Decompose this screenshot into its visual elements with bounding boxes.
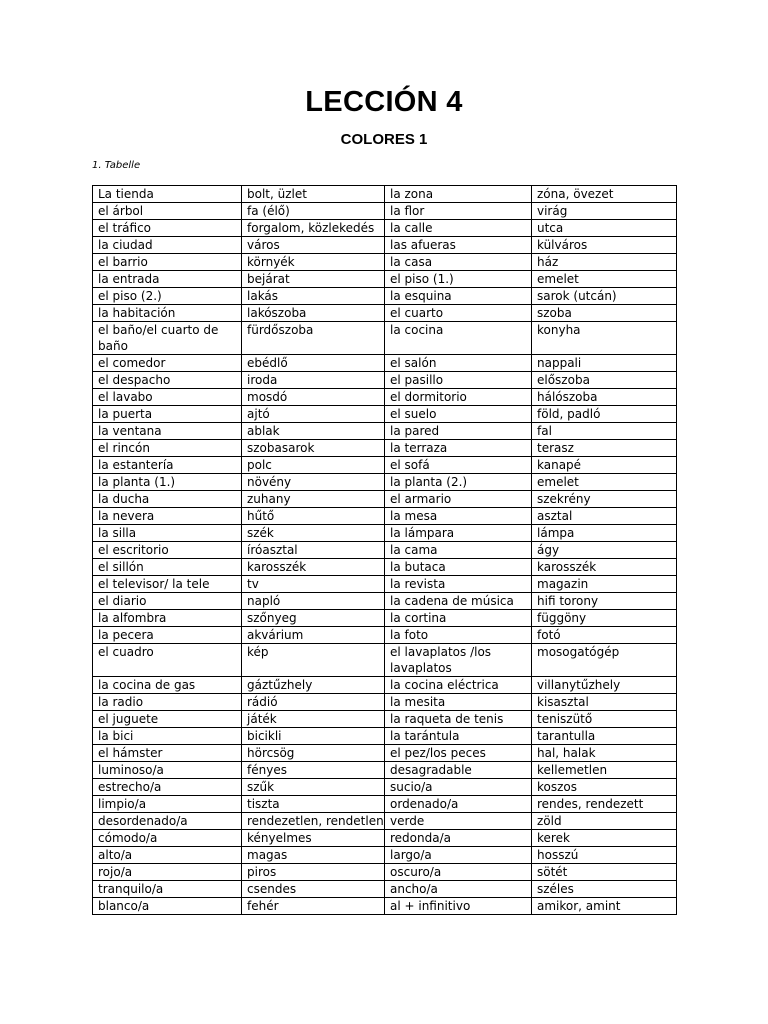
table-cell-spanish-term: la tarántula [385, 728, 532, 745]
table-cell-spanish-term: la terraza [385, 440, 532, 457]
table-cell-hungarian-translation: hűtő [242, 508, 385, 525]
table-cell-spanish-term: la alfombra [93, 610, 242, 627]
table-row [93, 610, 677, 627]
table-cell-hungarian-translation: környék [242, 254, 385, 271]
table-cell-spanish-term: el rincón [93, 440, 242, 457]
table-cell-hungarian-translation: fényes [242, 762, 385, 779]
table-row [93, 203, 677, 220]
table-row [93, 745, 677, 762]
table-cell-hungarian-translation: hal, halak [532, 745, 677, 762]
table-cell-spanish-term: la bici [93, 728, 242, 745]
table-cell-spanish-term: la cortina [385, 610, 532, 627]
table-cell-hungarian-translation: játék [242, 711, 385, 728]
table-cell-spanish-term: blanco/a [93, 898, 242, 915]
table-cell-spanish-term: la revista [385, 576, 532, 593]
table-cell-spanish-term: el piso (2.) [93, 288, 242, 305]
table-cell-hungarian-translation: kisasztal [532, 694, 677, 711]
table-cell-hungarian-translation: sötét [532, 864, 677, 881]
table-cell-hungarian-translation: rádió [242, 694, 385, 711]
table-cell-hungarian-translation: mosdó [242, 389, 385, 406]
table-row [93, 542, 677, 559]
table-row [93, 593, 677, 610]
table-cell-spanish-term: la pared [385, 423, 532, 440]
table-cell-hungarian-translation: zöld [532, 813, 677, 830]
table-cell-hungarian-translation: virág [532, 203, 677, 220]
table-cell-hungarian-translation: bicikli [242, 728, 385, 745]
table-cell-spanish-term: el cuarto [385, 305, 532, 322]
table-cell-spanish-term: la ventana [93, 423, 242, 440]
vocabulary-table [92, 185, 677, 915]
table-cell-hungarian-translation: teniszütő [532, 711, 677, 728]
table-row [93, 762, 677, 779]
page-title: LECCIÓN 4 [305, 86, 463, 118]
table-cell-spanish-term: el hámster [93, 745, 242, 762]
table-row [93, 220, 677, 237]
table-cell-spanish-term: sucio/a [385, 779, 532, 796]
table-cell-spanish-term: las afueras [385, 237, 532, 254]
table-cell-hungarian-translation: rendezetlen, rendetlen [242, 813, 385, 830]
table-cell-hungarian-translation: szobasarok [242, 440, 385, 457]
table-cell-hungarian-translation: külváros [532, 237, 677, 254]
table-row [93, 864, 677, 881]
vocabulary-table-body [93, 186, 677, 915]
table-row [93, 305, 677, 322]
table-cell-spanish-term: la pecera [93, 627, 242, 644]
table-cell-hungarian-translation: széles [532, 881, 677, 898]
table-cell-hungarian-translation: nappali [532, 355, 677, 372]
table-cell-hungarian-translation: zóna, övezet [532, 186, 677, 203]
table-cell-spanish-term: el pasillo [385, 372, 532, 389]
table-cell-hungarian-translation: fehér [242, 898, 385, 915]
table-cell-hungarian-translation: ház [532, 254, 677, 271]
table-row [93, 237, 677, 254]
table-cell-spanish-term: la mesita [385, 694, 532, 711]
table-row [93, 728, 677, 745]
table-row [93, 355, 677, 372]
table-cell-spanish-term: tranquilo/a [93, 881, 242, 898]
table-cell-hungarian-translation: ágy [532, 542, 677, 559]
table-cell-spanish-term: la cadena de música [385, 593, 532, 610]
table-cell-hungarian-translation: íróasztal [242, 542, 385, 559]
table-cell-hungarian-translation: föld, padló [532, 406, 677, 423]
table-cell-hungarian-translation: szőnyeg [242, 610, 385, 627]
table-cell-spanish-term: la butaca [385, 559, 532, 576]
page-subtitle: COLORES 1 [340, 131, 428, 148]
table-cell-spanish-term: el comedor [93, 355, 242, 372]
table-cell-spanish-term: la entrada [93, 271, 242, 288]
table-row [93, 271, 677, 288]
table-row [93, 779, 677, 796]
table-cell-hungarian-translation: függöny [532, 610, 677, 627]
table-cell-spanish-term: la planta (2.) [385, 474, 532, 491]
table-cell-hungarian-translation: lakószoba [242, 305, 385, 322]
table-cell-spanish-term: la radio [93, 694, 242, 711]
table-cell-hungarian-translation: polc [242, 457, 385, 474]
table-cell-hungarian-translation: hörcsög [242, 745, 385, 762]
table-cell-spanish-term: desordenado/a [93, 813, 242, 830]
table-cell-spanish-term: la planta (1.) [93, 474, 242, 491]
table-cell-spanish-term: cómodo/a [93, 830, 242, 847]
table-cell-spanish-term: La tienda [93, 186, 242, 203]
table-cell-hungarian-translation: karosszék [532, 559, 677, 576]
table-row [93, 406, 677, 423]
table-cell-hungarian-translation: szűk [242, 779, 385, 796]
table-cell-spanish-term: la foto [385, 627, 532, 644]
table-cell-hungarian-translation: ablak [242, 423, 385, 440]
table-cell-hungarian-translation: lakás [242, 288, 385, 305]
table-cell-spanish-term: el armario [385, 491, 532, 508]
table-row [93, 389, 677, 406]
table-row [93, 423, 677, 440]
table-row [93, 898, 677, 915]
table-cell-hungarian-translation: akvárium [242, 627, 385, 644]
table-cell-spanish-term: verde [385, 813, 532, 830]
table-cell-hungarian-translation: növény [242, 474, 385, 491]
table-cell-hungarian-translation: hálószoba [532, 389, 677, 406]
table-row [93, 474, 677, 491]
table-cell-hungarian-translation: fal [532, 423, 677, 440]
table-cell-spanish-term: el cuadro [93, 644, 242, 677]
table-cell-spanish-term: el lavaplatos /los lavaplatos [385, 644, 532, 677]
table-cell-hungarian-translation: asztal [532, 508, 677, 525]
table-cell-hungarian-translation: ebédlő [242, 355, 385, 372]
table-cell-hungarian-translation: napló [242, 593, 385, 610]
table-cell-spanish-term: la zona [385, 186, 532, 203]
table-cell-spanish-term: el baño/el cuarto de baño [93, 322, 242, 355]
table-row [93, 627, 677, 644]
table-cell-hungarian-translation: előszoba [532, 372, 677, 389]
table-row [93, 525, 677, 542]
table-cell-spanish-term: el despacho [93, 372, 242, 389]
table-cell-hungarian-translation: magas [242, 847, 385, 864]
table-cell-spanish-term: ancho/a [385, 881, 532, 898]
table-cell-hungarian-translation: lámpa [532, 525, 677, 542]
table-cell-hungarian-translation: hifi torony [532, 593, 677, 610]
table-cell-hungarian-translation: karosszék [242, 559, 385, 576]
table-cell-spanish-term: el tráfico [93, 220, 242, 237]
table-cell-spanish-term: el árbol [93, 203, 242, 220]
table-cell-spanish-term: luminoso/a [93, 762, 242, 779]
table-cell-hungarian-translation: zuhany [242, 491, 385, 508]
table-cell-spanish-term: la esquina [385, 288, 532, 305]
table-cell-hungarian-translation: rendes, rendezett [532, 796, 677, 813]
table-row [93, 830, 677, 847]
table-cell-spanish-term: la puerta [93, 406, 242, 423]
table-cell-hungarian-translation: szék [242, 525, 385, 542]
table-cell-hungarian-translation: kerek [532, 830, 677, 847]
table-cell-spanish-term: el sillón [93, 559, 242, 576]
table-cell-spanish-term: la cama [385, 542, 532, 559]
table-cell-hungarian-translation: tiszta [242, 796, 385, 813]
table-cell-spanish-term: la ciudad [93, 237, 242, 254]
table-cell-spanish-term: el juguete [93, 711, 242, 728]
table-cell-hungarian-translation: iroda [242, 372, 385, 389]
table-cell-spanish-term: limpio/a [93, 796, 242, 813]
table-row [93, 694, 677, 711]
table-cell-spanish-term: la habitación [93, 305, 242, 322]
table-cell-spanish-term: la nevera [93, 508, 242, 525]
table-row [93, 847, 677, 864]
table-cell-hungarian-translation: fotó [532, 627, 677, 644]
table-cell-spanish-term: la ducha [93, 491, 242, 508]
table-cell-hungarian-translation: koszos [532, 779, 677, 796]
table-cell-hungarian-translation: város [242, 237, 385, 254]
table-cell-spanish-term: la cocina [385, 322, 532, 355]
table-row [93, 508, 677, 525]
table-cell-spanish-term: desagradable [385, 762, 532, 779]
table-cell-spanish-term: oscuro/a [385, 864, 532, 881]
table-row [93, 576, 677, 593]
table-cell-spanish-term: el suelo [385, 406, 532, 423]
table-cell-hungarian-translation: kellemetlen [532, 762, 677, 779]
table-cell-spanish-term: el sofá [385, 457, 532, 474]
table-cell-hungarian-translation: konyha [532, 322, 677, 355]
table-cell-hungarian-translation: villanytűzhely [532, 677, 677, 694]
table-cell-spanish-term: el barrio [93, 254, 242, 271]
table-cell-hungarian-translation: amikor, amint [532, 898, 677, 915]
table-row [93, 457, 677, 474]
table-cell-spanish-term: la raqueta de tenis [385, 711, 532, 728]
table-cell-spanish-term: la casa [385, 254, 532, 271]
table-cell-spanish-term: la lámpara [385, 525, 532, 542]
table-row [93, 186, 677, 203]
table-cell-hungarian-translation: gáztűzhely [242, 677, 385, 694]
table-cell-spanish-term: redonda/a [385, 830, 532, 847]
table-cell-hungarian-translation: emelet [532, 271, 677, 288]
table-row [93, 796, 677, 813]
table-cell-hungarian-translation: bejárat [242, 271, 385, 288]
table-cell-hungarian-translation: utca [532, 220, 677, 237]
table-cell-spanish-term: la estantería [93, 457, 242, 474]
table-cell-hungarian-translation: terasz [532, 440, 677, 457]
table-row [93, 288, 677, 305]
table-cell-hungarian-translation: fa (élő) [242, 203, 385, 220]
table-cell-spanish-term: alto/a [93, 847, 242, 864]
table-row [93, 644, 677, 677]
table-cell-hungarian-translation: bolt, üzlet [242, 186, 385, 203]
table-row [93, 881, 677, 898]
table-cell-spanish-term: el televisor/ la tele [93, 576, 242, 593]
table-cell-hungarian-translation: sarok (utcán) [532, 288, 677, 305]
table-cell-hungarian-translation: piros [242, 864, 385, 881]
table-cell-hungarian-translation: kép [242, 644, 385, 677]
table-cell-hungarian-translation: forgalom, közlekedés [242, 220, 385, 237]
table-cell-hungarian-translation: szoba [532, 305, 677, 322]
table-row [93, 711, 677, 728]
table-cell-hungarian-translation: szekrény [532, 491, 677, 508]
table-cell-hungarian-translation: tv [242, 576, 385, 593]
table-cell-spanish-term: el diario [93, 593, 242, 610]
table-cell-hungarian-translation: mosogatógép [532, 644, 677, 677]
table-cell-spanish-term: la cocina eléctrica [385, 677, 532, 694]
table-cell-hungarian-translation: kényelmes [242, 830, 385, 847]
table-cell-hungarian-translation: fürdőszoba [242, 322, 385, 355]
table-cell-spanish-term: el pez/los peces [385, 745, 532, 762]
table-row [93, 372, 677, 389]
table-row [93, 254, 677, 271]
table-cell-hungarian-translation: csendes [242, 881, 385, 898]
table-cell-hungarian-translation: kanapé [532, 457, 677, 474]
table-cell-spanish-term: rojo/a [93, 864, 242, 881]
table-row [93, 491, 677, 508]
table-cell-spanish-term: largo/a [385, 847, 532, 864]
table-cell-spanish-term: la mesa [385, 508, 532, 525]
table-cell-spanish-term: el lavabo [93, 389, 242, 406]
table-cell-spanish-term: el escritorio [93, 542, 242, 559]
table-cell-hungarian-translation: tarantulla [532, 728, 677, 745]
table-cell-spanish-term: la calle [385, 220, 532, 237]
table-row [93, 440, 677, 457]
table-cell-spanish-term: al + infinitivo [385, 898, 532, 915]
table-cell-hungarian-translation: magazin [532, 576, 677, 593]
table-row [93, 322, 677, 355]
table-cell-spanish-term: el dormitorio [385, 389, 532, 406]
table-cell-hungarian-translation: hosszú [532, 847, 677, 864]
table-cell-spanish-term: la flor [385, 203, 532, 220]
table-cell-spanish-term: ordenado/a [385, 796, 532, 813]
table-cell-spanish-term: estrecho/a [93, 779, 242, 796]
table-cell-hungarian-translation: ajtó [242, 406, 385, 423]
table-row [93, 677, 677, 694]
table-cell-spanish-term: la cocina de gas [93, 677, 242, 694]
table-row [93, 559, 677, 576]
table-caption: 1. Tabelle [92, 160, 141, 171]
table-cell-spanish-term: el salón [385, 355, 532, 372]
table-cell-spanish-term: el piso (1.) [385, 271, 532, 288]
table-cell-hungarian-translation: emelet [532, 474, 677, 491]
table-cell-spanish-term: la silla [93, 525, 242, 542]
table-row [93, 813, 677, 830]
